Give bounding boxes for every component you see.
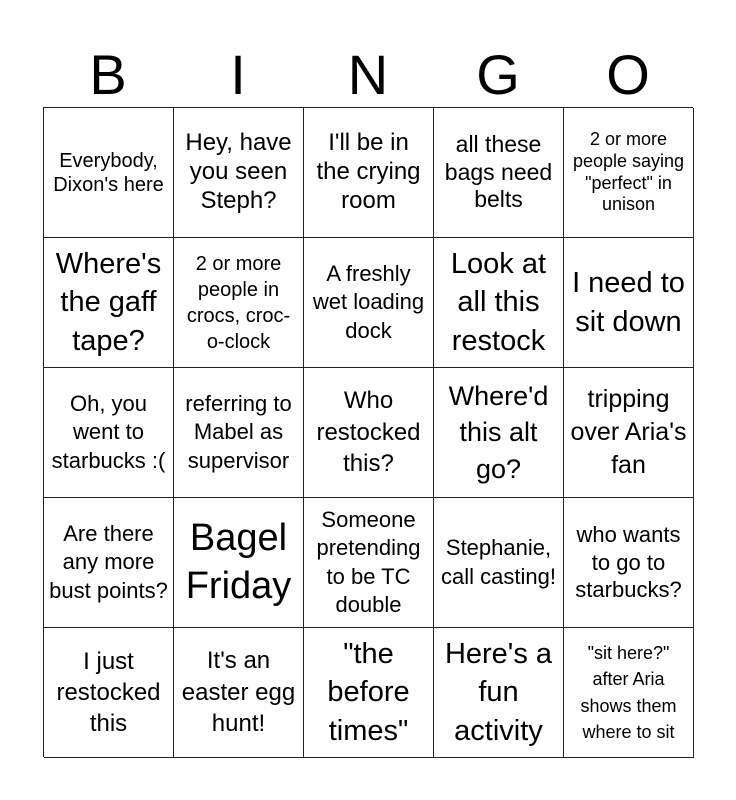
bingo-card-grid: [43, 107, 693, 757]
bingo-cell[interactable]: Hey, have you seen Steph?: [174, 108, 304, 238]
bingo-cell[interactable]: Where'd this alt go?: [434, 368, 564, 498]
bingo-cell[interactable]: I'll be in the crying room: [304, 108, 434, 238]
bingo-cell[interactable]: Everybody, Dixon's here: [44, 108, 174, 238]
bingo-cell[interactable]: A freshly wet loading dock: [304, 238, 434, 368]
bingo-cell[interactable]: Oh, you went to starbucks :(: [44, 368, 174, 498]
bingo-cell[interactable]: I need to sit down: [564, 238, 694, 368]
bingo-cell[interactable]: Stephanie, call casting!: [434, 498, 564, 628]
header-letter-i: I: [230, 43, 246, 106]
bingo-cell[interactable]: Look at all this restock: [434, 238, 564, 368]
bingo-cell[interactable]: Someone pretending to be TC double: [304, 498, 434, 628]
bingo-cell[interactable]: Where's the gaff tape?: [44, 238, 174, 368]
header-letter-o: O: [606, 43, 650, 106]
header-letter-g: G: [476, 43, 520, 106]
header-letter-b: B: [89, 43, 127, 106]
bingo-cell[interactable]: 2 or more people saying "perfect" in unison: [564, 108, 694, 238]
bingo-cell[interactable]: 2 or more people in crocs, croc-o-clock: [174, 238, 304, 368]
header-letter-n: N: [347, 43, 389, 106]
bingo-cell[interactable]: Are there any more bust points?: [44, 498, 174, 628]
bingo-cell[interactable]: Bagel Friday: [174, 498, 304, 628]
bingo-cell[interactable]: all these bags need belts: [434, 108, 564, 238]
bingo-header: [43, 44, 693, 106]
bingo-cell[interactable]: "the before times": [304, 628, 434, 758]
bingo-cell[interactable]: "sit here?" after Aria shows them where to sit: [564, 628, 694, 758]
bingo-cell[interactable]: tripping over Aria's fan: [564, 368, 694, 498]
bingo-cell[interactable]: referring to Mabel as supervisor: [174, 368, 304, 498]
bingo-cell[interactable]: Here's a fun activity: [434, 628, 564, 758]
bingo-cell[interactable]: It's an easter egg hunt!: [174, 628, 304, 758]
bingo-cell[interactable]: I just restocked this: [44, 628, 174, 758]
bingo-cell[interactable]: who wants to go to starbucks?: [564, 498, 694, 628]
bingo-cell[interactable]: Who restocked this?: [304, 368, 434, 498]
